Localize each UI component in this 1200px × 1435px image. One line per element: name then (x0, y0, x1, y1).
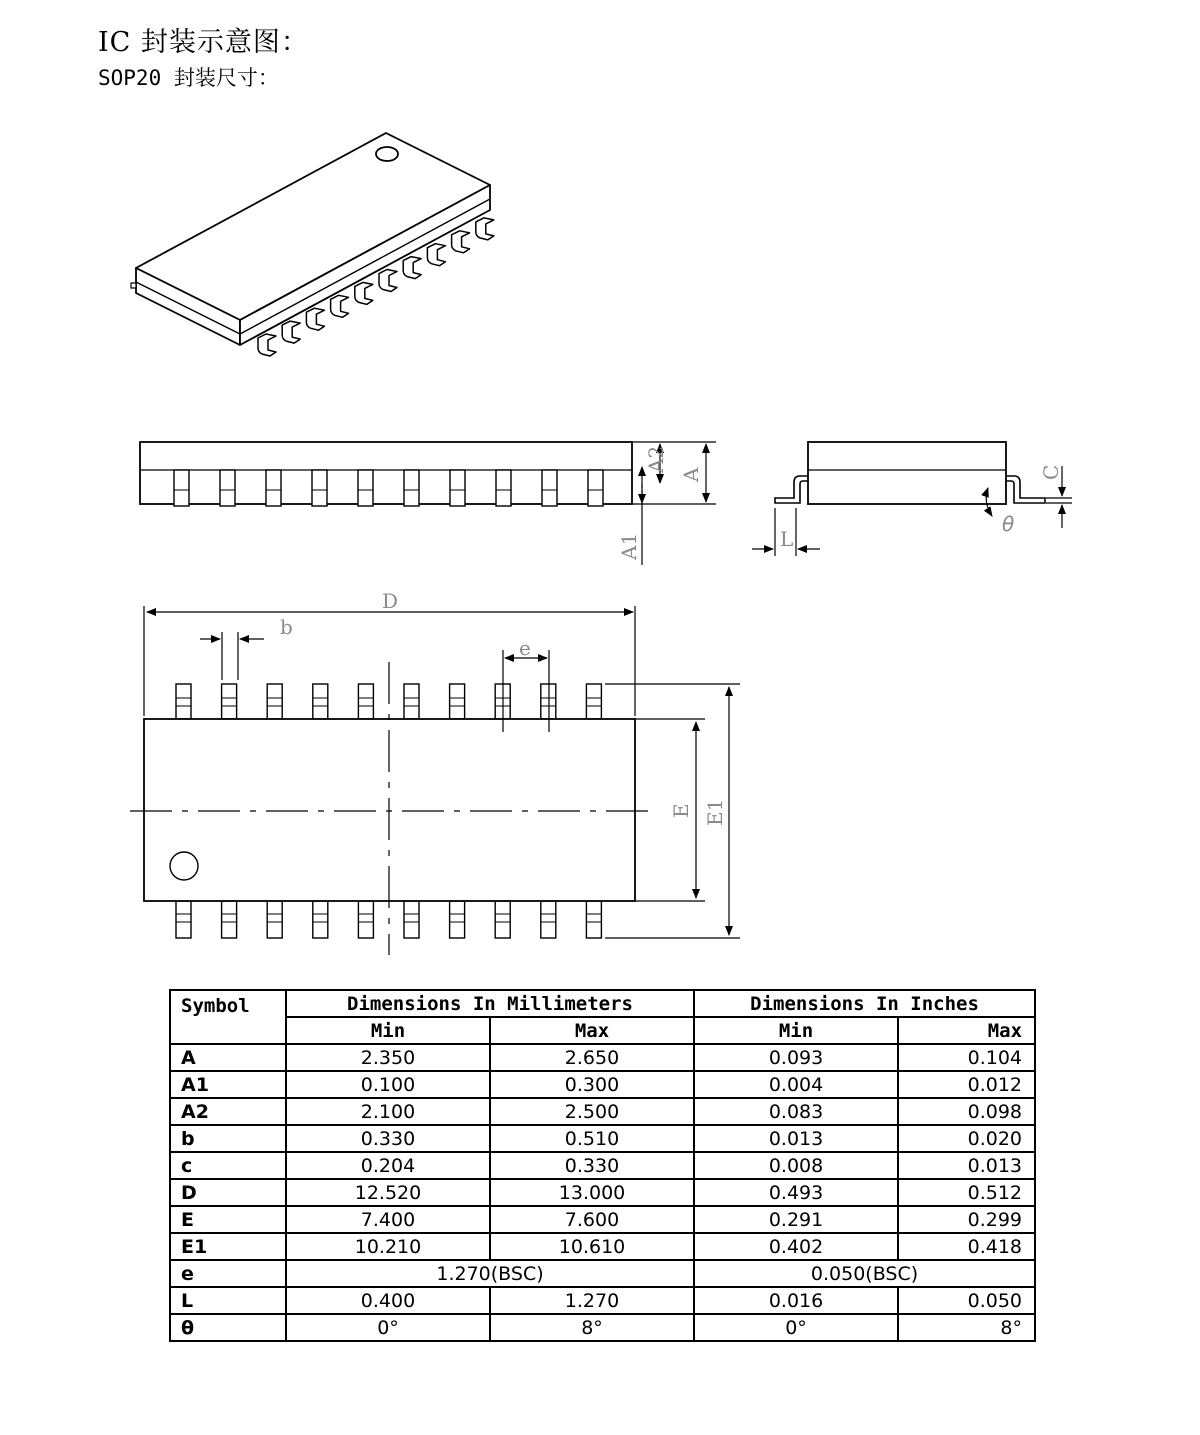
pin-3d (452, 231, 470, 253)
package-side-view (140, 442, 716, 565)
cell-in-max: 0.013 (898, 1152, 1035, 1179)
cell-in-max: 8° (898, 1314, 1035, 1341)
package-end-view (752, 442, 1072, 556)
table-row (170, 1287, 1035, 1314)
cell-mm-max: 1.270 (490, 1287, 694, 1314)
dim-label-c: C (1039, 464, 1063, 480)
cell-in-min: 0.093 (694, 1044, 898, 1071)
top-lead-upper (586, 684, 601, 719)
table-row (170, 1125, 1035, 1152)
cell-mm-max: 0.300 (490, 1071, 694, 1098)
cell-symbol: D (170, 1179, 286, 1206)
cell-in-min: 0.402 (694, 1233, 898, 1260)
side-lead (220, 470, 235, 506)
cell-in-min: 0° (694, 1314, 898, 1341)
top-lead-lower (586, 901, 601, 938)
top-lead-upper (404, 684, 419, 719)
side-lead (588, 470, 603, 506)
top-lead-upper (313, 684, 328, 719)
cell-mm-max: 0.330 (490, 1152, 694, 1179)
pin-3d (403, 257, 421, 279)
table-row (170, 1314, 1035, 1341)
cell-mm-min: 0.330 (286, 1125, 490, 1152)
dim-label-e1: E1 (703, 798, 727, 826)
top-lead-lower (541, 901, 556, 938)
dimensions-table (169, 989, 1036, 1342)
cell-mm-min: 2.350 (286, 1044, 490, 1071)
cell-symbol: e (170, 1260, 286, 1287)
cell-mm-min: 2.100 (286, 1098, 490, 1125)
dim-label-a: A (679, 467, 703, 482)
table-row (170, 1071, 1035, 1098)
side-lead (174, 470, 189, 506)
cell-mm-max: 2.650 (490, 1044, 694, 1071)
side-lead (496, 470, 511, 506)
top-lead-upper (176, 684, 191, 719)
cell-in-min: 0.008 (694, 1152, 898, 1179)
top-lead-lower (267, 901, 282, 938)
top-lead-upper (541, 684, 556, 719)
dim-label-e: e (519, 636, 531, 660)
cell-mm-min: 10.210 (286, 1233, 490, 1260)
pin-3d (355, 282, 373, 304)
pin-3d (258, 334, 276, 356)
cell-symbol: E (170, 1206, 286, 1233)
cell-mm-max: 0.510 (490, 1125, 694, 1152)
side-lead (450, 470, 465, 506)
dim-label-e-body: E (669, 803, 693, 818)
header-symbol: Symbol (170, 990, 286, 1044)
cell-mm-min: 12.520 (286, 1179, 490, 1206)
header-millimeters: Dimensions In Millimeters (286, 990, 694, 1017)
cell-symbol: A (170, 1044, 286, 1071)
cell-mm-min: 0° (286, 1314, 490, 1341)
pin-3d (331, 295, 349, 317)
cell-mm-bsc: 1.270(BSC) (286, 1260, 694, 1287)
dim-label-d: D (382, 589, 399, 613)
cell-mm-max: 10.610 (490, 1233, 694, 1260)
cell-in-max: 0.012 (898, 1071, 1035, 1098)
cell-symbol: b (170, 1125, 286, 1152)
page-subtitle: SOP20 封装尺寸： (98, 66, 279, 90)
package-top-view (130, 589, 740, 955)
pin-3d (282, 321, 300, 343)
cell-in-max: 0.512 (898, 1179, 1035, 1206)
cell-in-min: 0.291 (694, 1206, 898, 1233)
pin-3d (427, 244, 445, 266)
header-in-max: Max (898, 1017, 1035, 1044)
cell-mm-max: 13.000 (490, 1179, 694, 1206)
cell-in-min: 0.004 (694, 1071, 898, 1098)
pin-3d (306, 308, 324, 330)
cell-in-max: 0.104 (898, 1044, 1035, 1071)
side-lead (312, 470, 327, 506)
cell-mm-max: 2.500 (490, 1098, 694, 1125)
package-3d-view (131, 133, 494, 356)
pin1-dot (170, 852, 198, 880)
side-lead (404, 470, 419, 506)
table-subheader-row (170, 1017, 1035, 1044)
top-lead-upper (358, 684, 373, 719)
cell-in-min: 0.016 (694, 1287, 898, 1314)
table-row (170, 1179, 1035, 1206)
table-row (170, 1206, 1035, 1233)
top-lead-lower (495, 901, 510, 938)
cell-in-min: 0.083 (694, 1098, 898, 1125)
cell-symbol: θ (170, 1314, 286, 1341)
side-lead (358, 470, 373, 506)
cell-mm-max: 7.600 (490, 1206, 694, 1233)
cell-mm-min: 0.100 (286, 1071, 490, 1098)
dimensions-table-body (170, 990, 1035, 1341)
table-row (170, 1260, 1035, 1287)
pin-3d (379, 270, 397, 292)
pin-3d (476, 218, 494, 240)
cell-in-min: 0.013 (694, 1125, 898, 1152)
side-lead (266, 470, 281, 506)
dim-label-l: L (780, 527, 794, 551)
side-lead (542, 470, 557, 506)
cell-mm-min: 0.204 (286, 1152, 490, 1179)
cell-in-max: 0.050 (898, 1287, 1035, 1314)
top-lead-lower (313, 901, 328, 938)
pin1-marker (376, 147, 398, 161)
cell-mm-min: 7.400 (286, 1206, 490, 1233)
page-title: IC 封装示意图： (98, 27, 309, 58)
header-inches: Dimensions In Inches (694, 990, 1035, 1017)
header-mm-max: Max (490, 1017, 694, 1044)
dim-label-a2: A2 (644, 445, 668, 473)
header-mm-min: Min (286, 1017, 490, 1044)
dim-label-theta: θ (1002, 512, 1015, 536)
top-lead-lower (450, 901, 465, 938)
cell-in-max: 0.418 (898, 1233, 1035, 1260)
cell-symbol: L (170, 1287, 286, 1314)
table-row (170, 1233, 1035, 1260)
cell-in-bsc: 0.050(BSC) (694, 1260, 1035, 1287)
cell-symbol: c (170, 1152, 286, 1179)
dim-label-b: b (280, 615, 293, 639)
top-lead-lower (222, 901, 237, 938)
table-row (170, 1152, 1035, 1179)
cell-symbol: E1 (170, 1233, 286, 1260)
top-lead-lower (358, 901, 373, 938)
table-row (170, 1098, 1035, 1125)
cell-in-max: 0.020 (898, 1125, 1035, 1152)
cell-in-min: 0.493 (694, 1179, 898, 1206)
cell-in-max: 0.098 (898, 1098, 1035, 1125)
cell-in-max: 0.299 (898, 1206, 1035, 1233)
top-lead-upper (450, 684, 465, 719)
cell-mm-max: 8° (490, 1314, 694, 1341)
cell-mm-min: 0.400 (286, 1287, 490, 1314)
header-in-min: Min (694, 1017, 898, 1044)
table-row (170, 1044, 1035, 1071)
cell-symbol: A2 (170, 1098, 286, 1125)
top-lead-lower (404, 901, 419, 938)
top-lead-upper (267, 684, 282, 719)
dim-label-a1: A1 (617, 532, 641, 560)
table-header-row (170, 990, 1035, 1017)
top-lead-lower (176, 901, 191, 938)
top-lead-upper (222, 684, 237, 719)
cell-symbol: A1 (170, 1071, 286, 1098)
